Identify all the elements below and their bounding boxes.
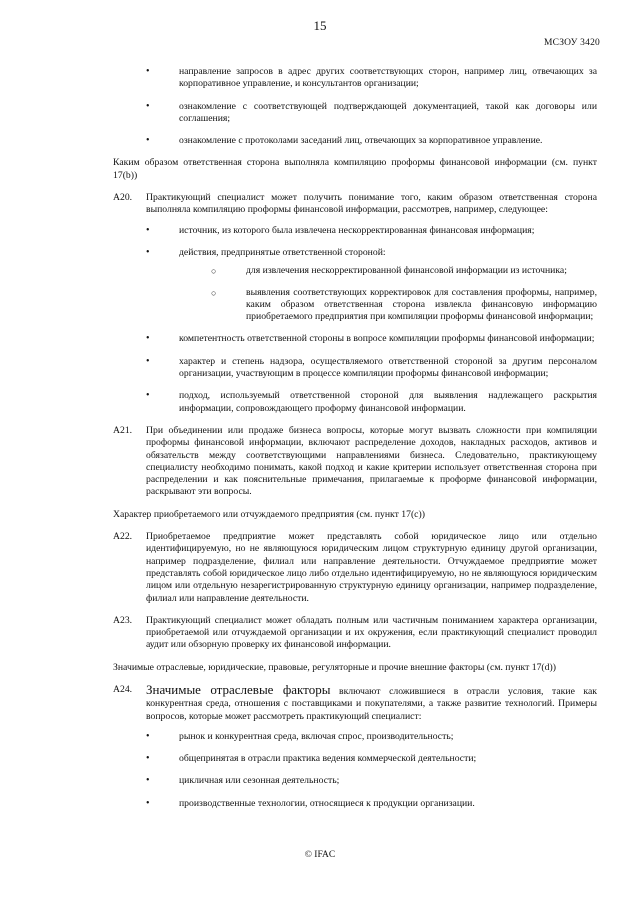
section-heading: Характер приобретаемого или отчуждаемого предприятия (см. пункт 17(c)) — [113, 508, 425, 520]
paragraph-a21 — [113, 425, 597, 499]
list-item: • рынок и конкурентная среда, включая спрос, производительность; — [146, 730, 454, 742]
a20-sub-list — [179, 265, 597, 323]
list-item: • ознакомление с протоколами заседаний лиц, отвечающих за корпоративное управление. — [146, 135, 543, 147]
list-item: • направление запросов в адрес других соответствующих сторон, например лиц, отвечающих за корпоративное управление, и консультантов организации; — [146, 66, 597, 90]
list-item: • источник, из которого была извлечена нескорректированная финансовая информация; — [146, 224, 535, 236]
paragraph-text: При объединении или продаже бизнеса вопросы, которые могут вызвать сложности при компиляции проформы финансовой информации, включают распределение доходов, накладных расходов, активов и обязательств между соответствующими направлениями бизнеса. Следовательно, практикующему специалисту необходимо понимать, какой подход и какие критерии использует ответственная сторона при распределении и как пояснительные примечания, прилагаемые к проформе финансовой информации, раскрывают эти вопросы. — [146, 424, 597, 498]
bullet-icon: • — [146, 333, 150, 345]
list-item: • общепринятая в отрасли практика ведения коммерческой деятельности; — [146, 753, 477, 765]
footer-copyright: © IFAC — [304, 850, 336, 860]
paragraph-number: A24. — [113, 683, 133, 695]
bullet-icon: • — [146, 66, 150, 77]
paragraph-number: A21. — [113, 424, 133, 436]
a24-bullet-list — [113, 731, 597, 810]
a20-bullet-list — [113, 225, 597, 415]
list-item: • компетентность ответственной стороны в вопросе компиляции проформы финансовой информации; — [146, 333, 595, 345]
list-item: • ознакомление с соответствующей подтверждающей документацией, такой как договоры или соглашения; — [146, 100, 597, 124]
bullet-icon: • — [146, 100, 150, 112]
bullet-icon: • — [146, 775, 150, 787]
paragraph-lead: Значимые отраслевые факторы — [146, 681, 331, 697]
list-item: • подход, используемый ответственной стороной для выявления надлежащего раскрытия информации, сопровождающего проформу финансовой информации. — [146, 390, 597, 414]
section-heading: Каким образом ответственная сторона выполняла компиляцию проформы финансовой информации (см. пункт 17(b)) — [113, 157, 597, 181]
section-heading: Значимые отраслевые, юридические, правовые, регуляторные и прочие внешние факторы (см. пункт 17(d)) — [113, 661, 556, 673]
list-item: • производственные технологии, относящиеся к продукции организации. — [146, 797, 475, 809]
paragraph-text: Приобретаемое предприятие может представлять собой юридическое лицо или отдельно идентифицируемую, но не являющуюся юридическим лицом структурную единицу другой организации, например подразделение, филиал или направление деятельности. Отчуждаемое предприятие может представлять собой юридическое лицо либо отдельно идентифицируемую, но не являющуюся юридическим лицом или отдельную незарегистрированную структурную единицу организации, например подразделение, филиал или направление деятельности. — [146, 531, 597, 604]
bullet-icon: • — [146, 224, 150, 236]
document-id: МСЗОУ 3420 — [544, 38, 600, 48]
bullet-icon: • — [146, 753, 150, 765]
paragraph-text: Практикующий специалист может обладать полным или частичным пониманием характера организации, приобретаемой или отчуждаемой организации и их окружения, если практикующий специалист проводил аудит или обзорную проверку их финансовой информации. — [146, 614, 597, 651]
list-item: • действия, предпринятые ответственной стороной: ○ для извлечения нескорректированной финансовой информации из источника; ○ выявления соответствующих корректировок для составления проформы, например, каким образом ответственная сторона извлекла финансовую информацию приобретаемого предприятия при компиляции проформы финансовой информации; — [146, 246, 597, 323]
page-number: 15 — [313, 18, 327, 33]
paragraph-a23 — [113, 615, 597, 652]
bullet-icon: • — [146, 135, 150, 147]
bullet-icon: • — [146, 730, 150, 742]
paragraph-text: Практикующий специалист может получить понимание того, каким образом ответственная сторона выполняла компиляцию проформы финансовой информации, рассмотрев, например, следующее: — [146, 192, 597, 216]
paragraph-a24 — [113, 681, 597, 810]
bullet-icon: • — [146, 390, 150, 402]
page-content — [113, 58, 597, 820]
bullet-icon: • — [146, 355, 150, 367]
paragraph-text: Значимые отраслевые факторы включают сложившиеся в отрасли условия, такие как конкурентная среда, отношения с поставщиками и покупателями, а также развитие технологий. Примеры вопросов, которые может рассмотреть практикующий специалист: — [146, 681, 597, 722]
bullet-icon: • — [146, 797, 150, 809]
list-item: • характер и степень надзора, осуществляемого ответственной стороной за другим персоналом организации, участвующим в процессе компиляции проформы финансовой информации; — [146, 355, 597, 380]
list-item: ○ выявления соответствующих корректировок для составления проформы, например, каким образом ответственная сторона извлекла финансовую информацию приобретаемого предприятия при компиляции проформы финансовой информации; — [211, 286, 597, 323]
list-item: • цикличная или сезонная деятельность; — [146, 775, 340, 787]
bullet-icon: • — [146, 246, 150, 258]
list-item: ○ для извлечения нескорректированной финансовой информации из источника; — [211, 265, 567, 277]
paragraph-number: A22. — [113, 531, 133, 543]
intro-bullet-list — [113, 66, 597, 147]
paragraph-a22 — [113, 531, 597, 605]
paragraph-number: A20. — [113, 192, 133, 204]
circle-bullet-icon: ○ — [211, 266, 217, 277]
paragraph-number: A23. — [113, 614, 133, 626]
circle-bullet-icon: ○ — [211, 287, 217, 298]
paragraph-a20 — [113, 192, 597, 415]
